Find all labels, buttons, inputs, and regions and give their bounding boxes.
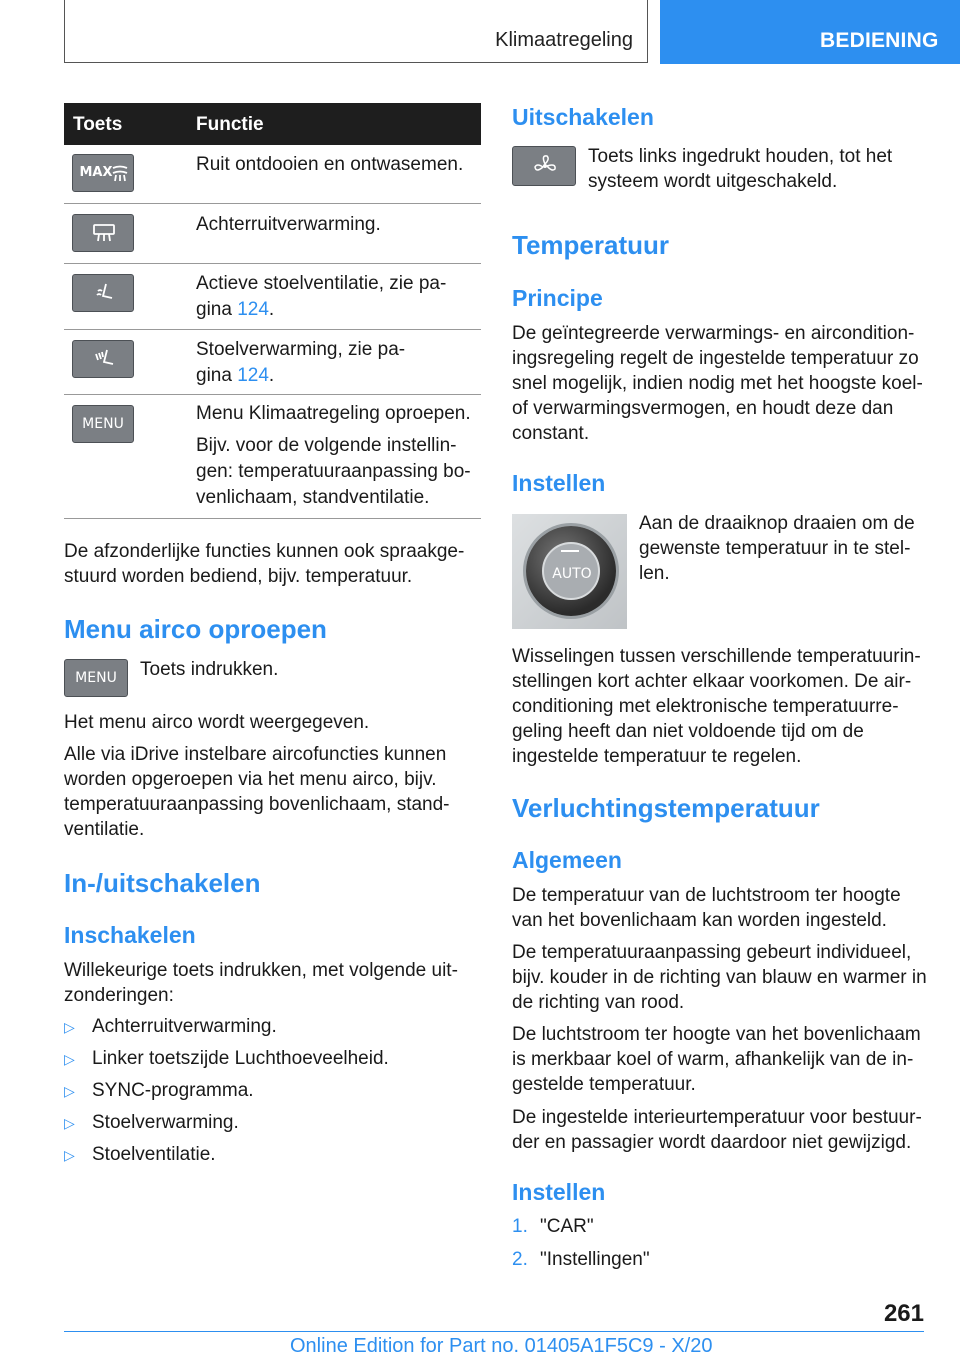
- off-text: Toets links ingedrukt houden, tot het systeem wordt uitgeschakeld.: [588, 146, 893, 192]
- table-header: [64, 103, 481, 145]
- row-desc: Stoelverwarming, zie pa- gina 124.: [196, 339, 406, 386]
- heading-menu-airco: Menu airco oproepen: [64, 614, 327, 644]
- table-row: [64, 330, 481, 395]
- col-header-function: Functie: [196, 114, 264, 135]
- list-item: ▷ SYNC-programma.: [64, 1080, 254, 1101]
- page-link[interactable]: 124: [237, 365, 269, 386]
- fan-off-key-icon: [512, 146, 576, 186]
- general-p3: De luchtstroom ter hoogte van het bovenlichaam is merkbaar koel of warm, afhankelijk van de in-gestelde temperatuur.: [512, 1024, 921, 1095]
- row-desc: Actieve stoelventilatie, zie pa- gina 124.: [196, 273, 447, 320]
- heading-verluchtingstemperatuur: Verluchtingstemperatuur: [512, 793, 820, 823]
- switch-text: Wisselingen tussen verschillende temperatuurin-stellingen kort achter elkaar voorkomen. De air-conditioning met elektronische temperatuurre-geling heeft dan niet voldoende tijd om de ingestelde temperatuur te regelen.: [512, 646, 921, 767]
- heading-instellen: Instellen: [512, 470, 606, 496]
- principle-text: De geïntegreerde verwarmings- en aircondition-ingsregeling regelt de ingestelde temperatuur zo snel mogelijk, indien nodig met het hoogste koel-of verwarmingsvermogen, en houdt deze dan constant.: [512, 323, 923, 444]
- chapter-title: Klimaatregeling: [495, 29, 633, 51]
- table-row: [64, 145, 481, 204]
- row-desc: Menu Klimaatregeling oproepen. Bijv. voor de volgende instellin-gen: temperatuuraanpassing bo-venlichaam, standventilatie.: [196, 403, 471, 508]
- edition-text: Online Edition for Part no. 01405A1F5C9 - X/20: [290, 1335, 713, 1357]
- footer-divider: [64, 1331, 924, 1332]
- list-item: 2. "Instellingen": [512, 1249, 650, 1270]
- row-desc: Ruit ontdooien en ontwasemen.: [196, 154, 464, 175]
- row-desc: Achterruitverwarming.: [196, 214, 381, 235]
- header-section-tab: [660, 0, 960, 64]
- heading-temperatuur: Temperatuur: [512, 230, 669, 260]
- col-header-key: Toets: [73, 114, 123, 135]
- general-p1: De temperatuur van de luchtstroom ter hoogte van het bovenlichaam kan worden ingesteld.: [512, 885, 901, 931]
- menu-p2: Alle via iDrive instelbare aircofuncties kunnen worden opgeroepen via het menu airco, bijv. temperatuuraanpassing bovenlichaam, stand-ventilatie.: [64, 744, 450, 840]
- table-row: [64, 204, 481, 264]
- general-p4: De ingestelde interieurtemperatuur voor bestuur-der en passagier wordt daardoor niet gewijzigd.: [512, 1107, 922, 1153]
- general-p2: De temperatuuraanpassing gebeurt individueel, bijv. kouder in de richting van blauw en warmer in de richting van rood.: [512, 942, 927, 1013]
- heading-onoff: In-/uitschakelen: [64, 868, 261, 898]
- heading-algemeen: Algemeen: [512, 847, 622, 873]
- heading-instellen-2: Instellen: [512, 1179, 606, 1205]
- menu-key-text: Toets indrukken.: [140, 659, 279, 680]
- max-defrost-key-icon: MAX: [72, 154, 134, 192]
- section-title: BEDIENING: [820, 29, 939, 52]
- menu-p1: Het menu airco wordt weergegeven.: [64, 712, 370, 733]
- heading-inschakelen: Inschakelen: [64, 922, 196, 948]
- set-text: Aan de draaiknop draaien om de gewenste temperatuur in te stel-len.: [639, 513, 915, 584]
- page-number: 261: [883, 1300, 924, 1327]
- list-item: ▷ Linker toetszijde Luchthoeveelheid.: [64, 1048, 389, 1069]
- menu-key-icon: MENU: [64, 659, 128, 697]
- on-text: Willekeurige toets indrukken, met volgende uit-zonderingen:: [64, 960, 458, 1006]
- rear-window-heating-key-icon: [72, 214, 134, 252]
- key-function-table: [64, 103, 481, 519]
- seat-heating-key-icon: [72, 340, 134, 378]
- table-row: [64, 264, 481, 330]
- seat-ventilation-key-icon: [72, 274, 134, 312]
- page-link[interactable]: 124: [237, 299, 269, 320]
- list-item: ▷ Stoelventilatie.: [64, 1144, 216, 1165]
- list-item: ▷ Stoelverwarming.: [64, 1112, 239, 1133]
- heading-principe: Principe: [512, 285, 603, 311]
- menu-key-icon: MENU: [72, 405, 134, 443]
- header-left-box: [64, 0, 648, 63]
- intro-text: De afzonderlijke functies kunnen ook spraakge-stuurd worden bediend, bijv. temperatuur.: [64, 541, 465, 587]
- list-item: 1. "CAR": [512, 1216, 594, 1237]
- list-item: ▷ Achterruitverwarming.: [64, 1016, 277, 1037]
- table-row: [64, 395, 481, 519]
- heading-uitschakelen: Uitschakelen: [512, 104, 654, 130]
- temperature-knob-image: AUTO: [512, 514, 627, 629]
